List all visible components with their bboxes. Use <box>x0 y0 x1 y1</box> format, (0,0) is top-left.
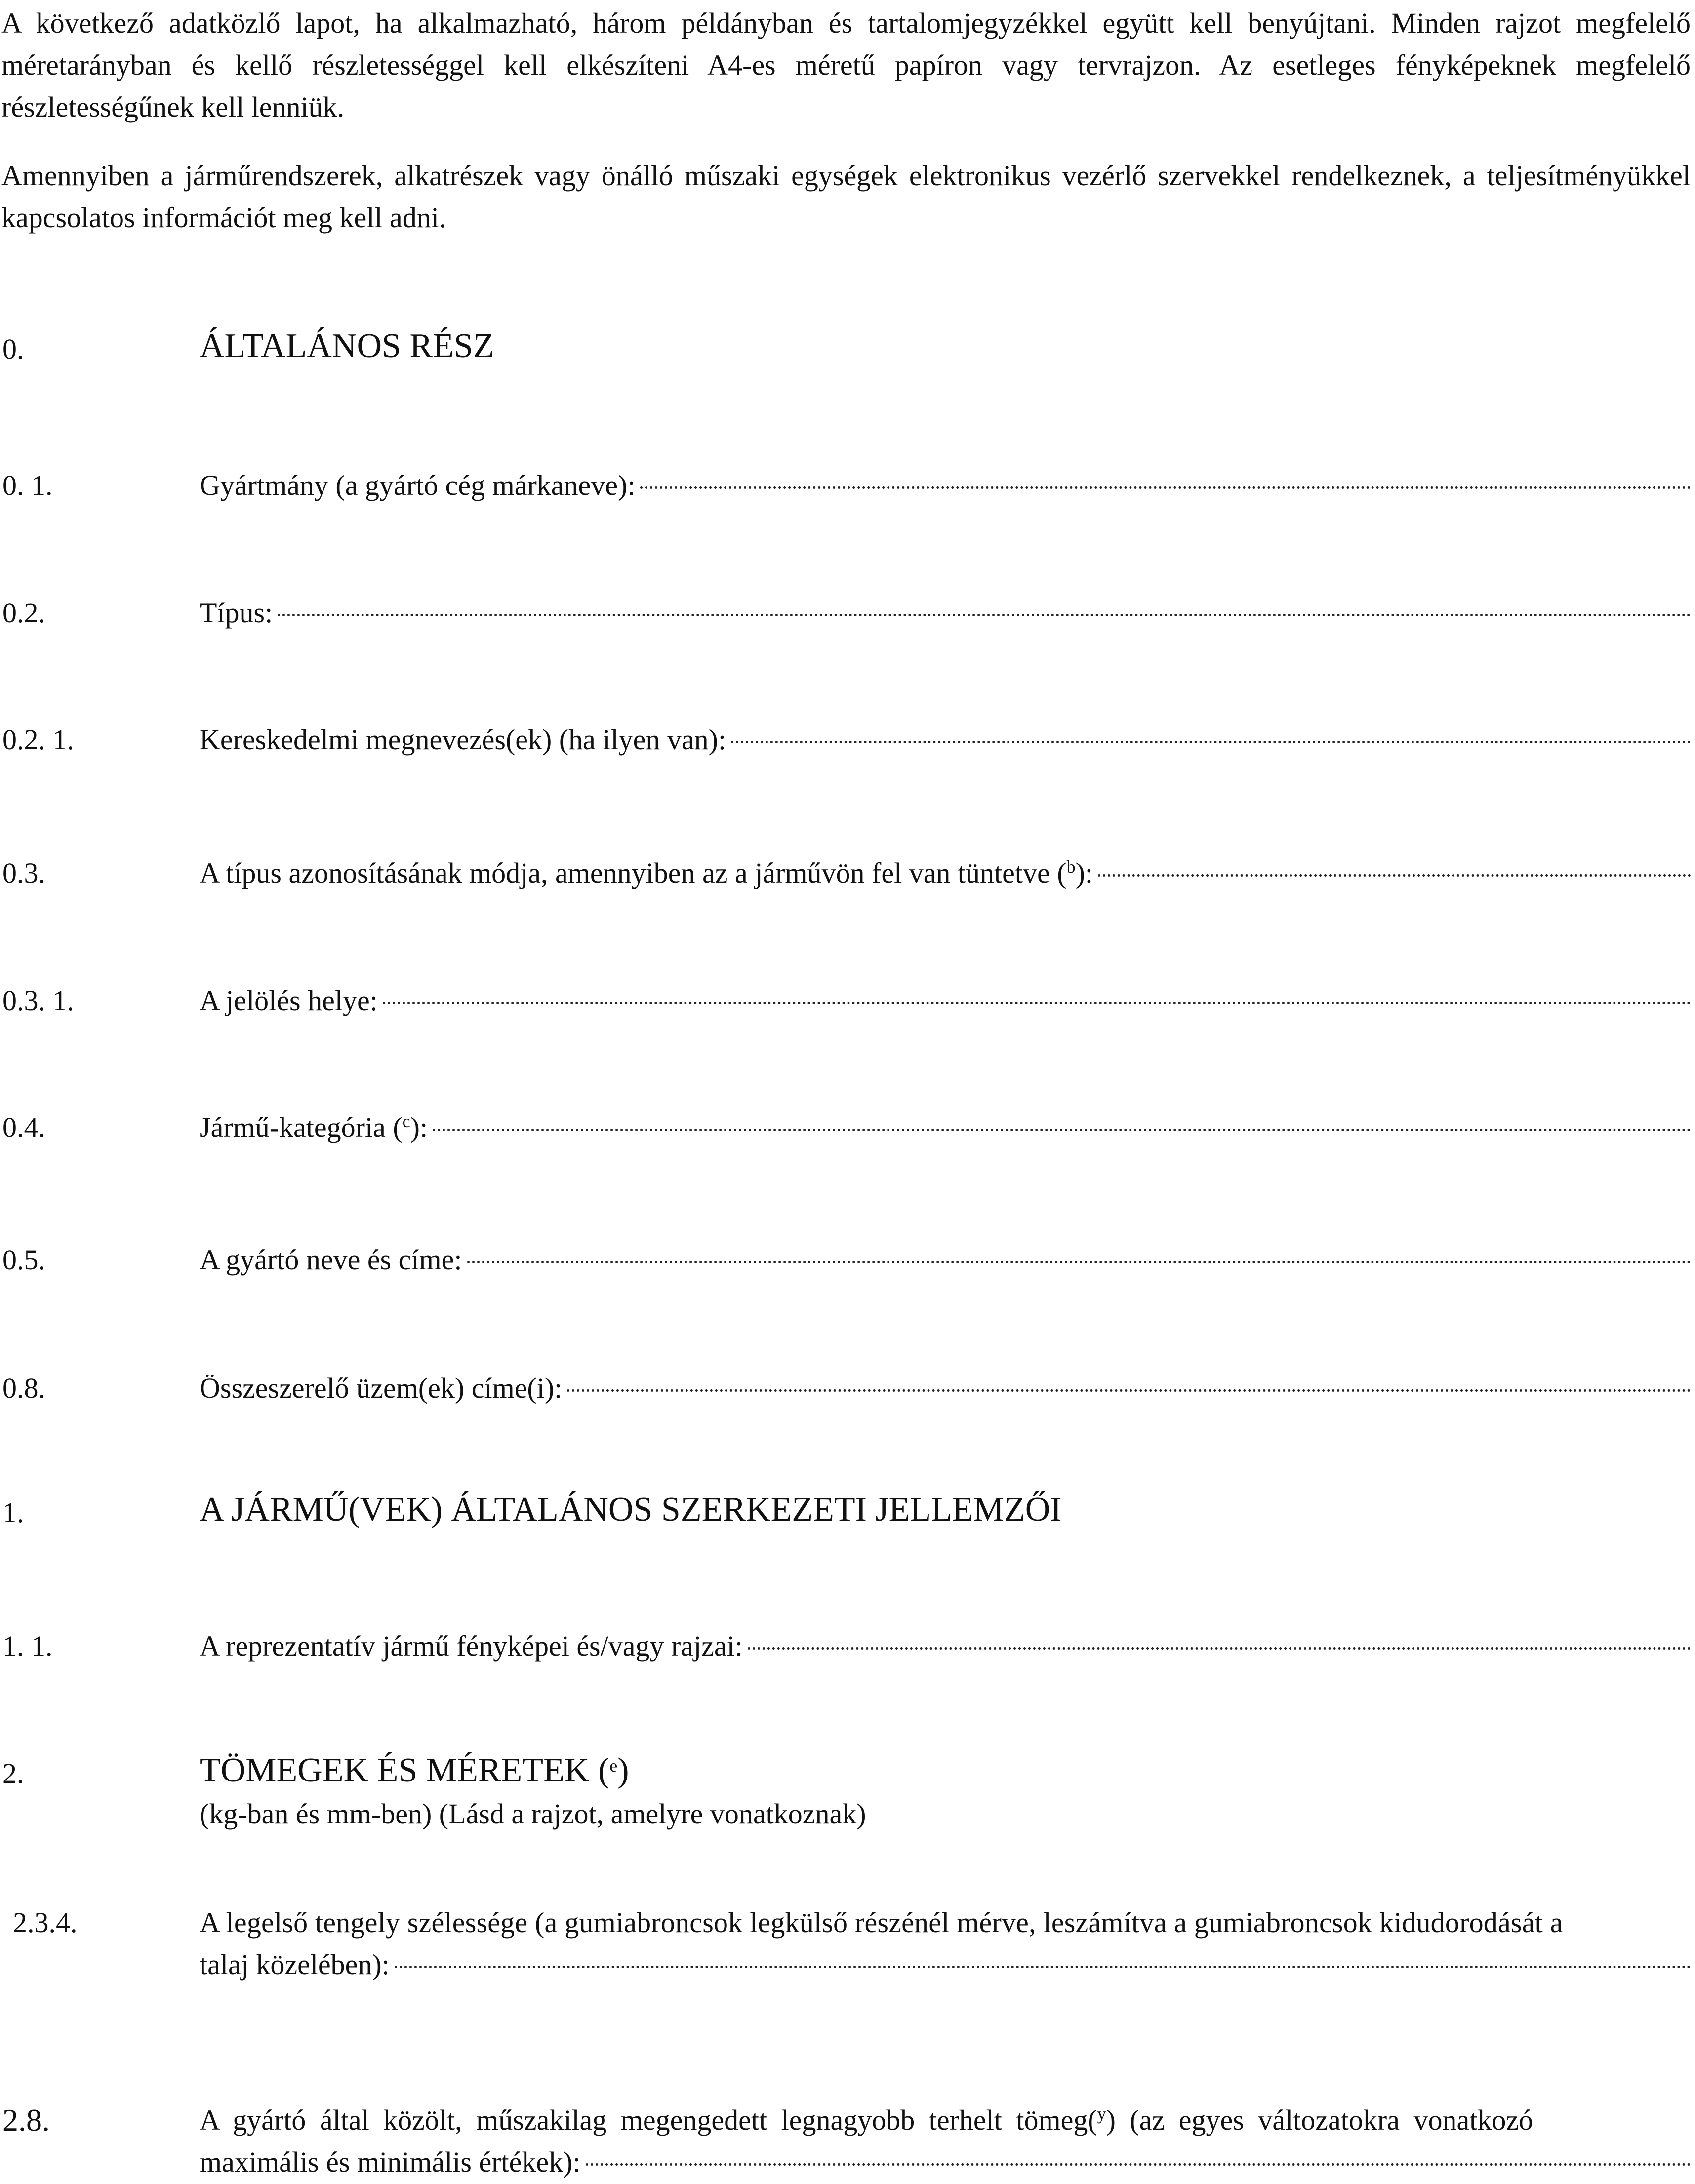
fill-in-line[interactable] <box>586 2163 1691 2166</box>
item-number: 0.8. <box>2 1372 45 1404</box>
fill-in-line[interactable] <box>383 1002 1691 1004</box>
item-label: A típus azonosításának módja, amennyiben az a járművön fel van tüntetve ($^b$): <box>200 857 1093 889</box>
item-number: 0.3. 1. <box>2 984 74 1016</box>
item-label-line-2: maximális és minimális értékek): <box>200 2146 581 2178</box>
fill-in-line[interactable] <box>433 1129 1691 1131</box>
section-title: TÖMEGEK ÉS MÉRETEK ($^e$) <box>200 1751 629 1789</box>
section-number: 0. <box>2 333 24 365</box>
item-label: A reprezentatív jármű fényképei és/vagy rajzai: <box>200 1630 743 1662</box>
item-label: Kereskedelmi megnevezés(ek) (ha ilyen van): <box>200 724 726 756</box>
item-number: 1. 1. <box>2 1630 53 1662</box>
item-number: 0.5. <box>2 1244 45 1276</box>
fill-in-line[interactable] <box>748 1647 1691 1650</box>
item-label: A jelölés helye: <box>200 984 378 1016</box>
fill-in-line[interactable] <box>731 741 1691 743</box>
section-subtitle: (kg-ban és mm-ben) (Lásd a rajzot, amelyre vonatkoznak) <box>200 1798 866 1830</box>
fill-in-line[interactable] <box>1098 874 1691 877</box>
footnote-ref: c <box>402 1111 410 1131</box>
section-title: A JÁRMŰ(VEK) ÁLTALÁNOS SZERKEZETI JELLEMZŐI <box>200 1491 1062 1529</box>
item-number: 0.4. <box>2 1111 45 1143</box>
item-number: 0. 1. <box>2 469 53 501</box>
fill-in-line[interactable] <box>467 1261 1692 1263</box>
section-number: 1. <box>2 1496 24 1529</box>
fill-in-line[interactable] <box>567 1389 1691 1392</box>
footnote-ref: y <box>1097 2104 1106 2124</box>
section-number: 2. <box>2 1757 24 1789</box>
footnote-ref: e <box>609 1756 618 1776</box>
intro-paragraph-2: Amennyiben a járműrendszerek, alkatrészek vagy önálló műszaki egységek elektronikus vezérlő szervekkel rendelkeznek, a teljesítményükkel kapcsolatos információt meg kell adni. <box>1 160 1691 234</box>
intro-paragraph-1: A következő adatközlő lapot, ha alkalmazható, három példányban és tartalomjegyzékkel együtt kell benyújtani. Minden rajzot megfelelő méretarányban és kellő részletességgel kell elkészíteni A4-es méretű papíron vagy tervrajzon. Az esetleges fényképeknek megfelelő részletességűnek kell lenniük. <box>1 7 1691 123</box>
item-label-line-1: A legelső tengely szélessége (a gumiabroncsok legkülső részénél mérve, leszámítva a gumiabroncsok kidudorodását a <box>200 1906 1563 1939</box>
item-label: A gyártó neve és címe: <box>200 1244 462 1276</box>
footnote-ref: b <box>1066 857 1076 877</box>
item-number: 2.3.4. <box>13 1906 78 1939</box>
item-label: Típus: <box>200 597 273 629</box>
item-label: Gyártmány (a gyártó cég márkaneve): <box>200 469 636 501</box>
section-title: ÁLTALÁNOS RÉSZ <box>200 327 494 365</box>
item-number: 0.2. <box>2 597 45 629</box>
item-label: Jármű-kategória ($^c$): <box>200 1111 428 1143</box>
item-number: 0.3. <box>2 857 45 889</box>
item-number: 0.2. 1. <box>2 724 74 756</box>
item-number: 2.8. <box>2 2103 50 2138</box>
item-label: Összeszerelő üzem(ek) címe(i): <box>200 1372 563 1404</box>
item-label-line-2: talaj közelében): <box>200 1948 390 1981</box>
fill-in-line[interactable] <box>395 1966 1691 1968</box>
fill-in-line[interactable] <box>278 614 1691 616</box>
fill-in-line[interactable] <box>640 486 1691 489</box>
item-label-line-1: A gyártó által közölt, műszakilag megengedett legnagyobb terhelt tömeg($^y$) (az egyes változatokra vonatkozó <box>200 2104 1534 2136</box>
